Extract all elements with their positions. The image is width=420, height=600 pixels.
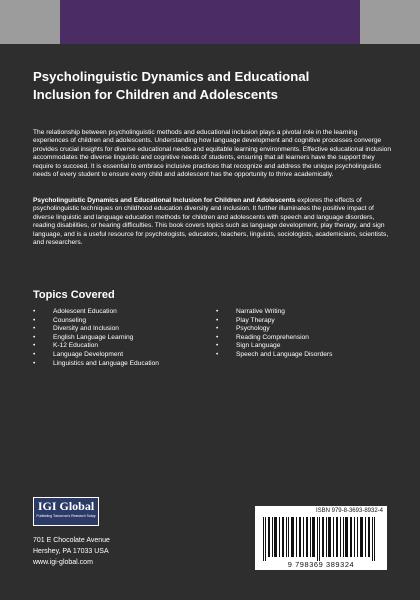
topics-list-left: [33, 308, 159, 368]
book-title: [33, 68, 373, 104]
isbn-label: ISBN 979-8-3693-8932-4: [315, 508, 383, 514]
barcode-number: 9 798369 389324: [287, 560, 355, 569]
website-link[interactable]: www.igi-global.com: [33, 559, 93, 566]
purple-accent-block: [60, 0, 360, 44]
topic-item: • English Language Learning: [33, 334, 159, 343]
topic-item: • Psychology: [216, 325, 332, 334]
address-city: Hershey, PA 17033 USA: [33, 548, 109, 555]
topic-item: • Sign Language: [216, 342, 332, 351]
title-line-2: Inclusion for Children and Adolescents: [33, 87, 278, 102]
topic-item: • Linguistics and Language Education: [33, 360, 159, 369]
topic-item: • Diversity and Inclusion: [33, 325, 159, 334]
title-line-1: Psycholinguistic Dynamics and Educational: [33, 69, 310, 84]
topic-item: • Adolescent Education: [33, 308, 159, 317]
topic-item: • K-12 Education: [33, 342, 159, 351]
topic-item: • Language Development: [33, 351, 159, 360]
isbn-barcode-box: [255, 506, 387, 570]
summary-book-title: Psycholinguistic Dynamics and Educational Inclusion for Children and Adolescents: [33, 197, 296, 204]
logo-tagline: Publishing Tomorrow's Research Today: [36, 514, 96, 518]
summary-text: explores the effects of psycholinguistic techniques on childhood education diversity and inclusion. It further illuminates the positive impact of diverse linguistic and language education methods for children and adolescents with speech and language disorders, reading disabilities, or hearing difficulties. This book covers topics such as language development, play therapy, and sign language, and is a useful resource for psychologists, educators, teachers, linguists, sociologists, academicians, scientists, and researchers.: [33, 197, 389, 247]
topics-heading: Topics Covered: [33, 289, 115, 301]
topic-item: • Counseling: [33, 317, 159, 326]
topic-item: • Narrative Writing: [216, 308, 332, 317]
publisher-address: [33, 535, 110, 568]
publisher-logo: [33, 497, 99, 526]
barcode-icon: [261, 517, 381, 561]
topic-item: • Speech and Language Disorders: [216, 351, 332, 360]
topics-list-right: [216, 308, 332, 360]
topic-item: • Play Therapy: [216, 317, 332, 326]
address-street: 701 E Chocolate Avenue: [33, 537, 110, 544]
logo-name: IGI Global: [37, 499, 95, 513]
summary-paragraph: [33, 197, 393, 247]
topic-item: • Reading Comprehension: [216, 334, 332, 343]
description-paragraph: The relationship between psycholinguistic methods and educational inclusion plays a pivotal role in the learning experiences of children and adolescents. Understanding how language development and cognitive processes converge provides crucial insights for diverse educational needs and equitable learning environments. Effective educational inclusion accommodates the diverse linguistic and cognitive needs of students, ensuring that all learners have the support they require to succeed. It is essential to embrace inclusive practices that recognize and address the unique psycholinguistic needs of every student to ensure every child and adolescent has the opportunity to thrive academically.: [33, 129, 391, 179]
